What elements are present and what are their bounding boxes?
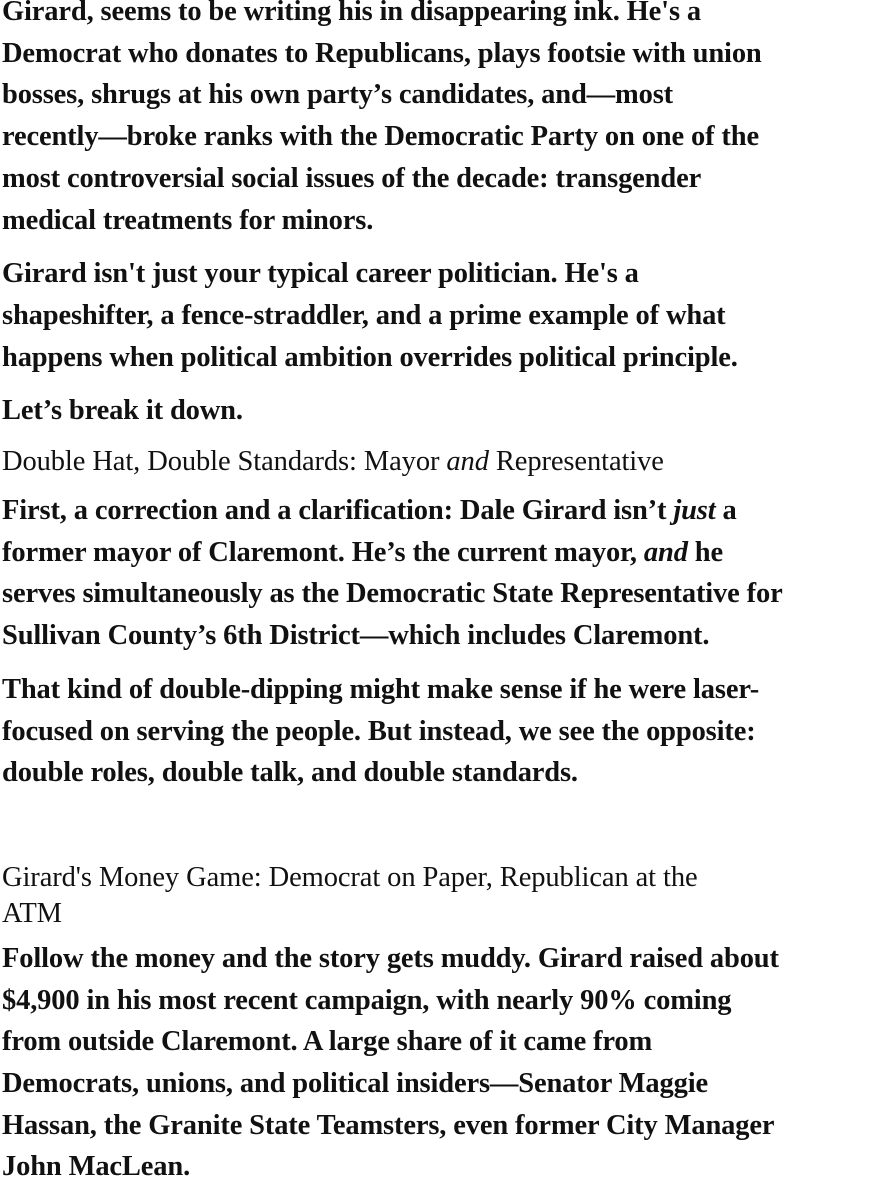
text-line: Hassan, the Granite State Teamsters, even former City Manager [2, 1109, 775, 1141]
text-line: Sullivan County’s 6th District—which includes Claremont. [2, 620, 710, 652]
text-line: medical treatments for minors. [2, 204, 374, 236]
text-line: $4,900 in his most recent campaign, with nearly 90% coming [2, 984, 732, 1016]
paragraph-break-it-down [2, 390, 880, 432]
paragraph-correction [2, 490, 880, 657]
text-span: he [687, 536, 723, 568]
text-span: First, a correction and a clarification: Dale Girard isn’t [2, 495, 674, 527]
text-line: happens when political ambition overrides political principle. [2, 341, 738, 373]
text-line: Democrats, unions, and political insiders—Senator Maggie [2, 1068, 708, 1100]
heading-text: Girard's Money Game: Democrat on Paper, Republican at the [2, 861, 698, 893]
text-line: bosses, shrugs at his own party’s candidates, and—most [2, 79, 674, 111]
text-line: Follow the money and the story gets muddy. Girard raised about [2, 942, 779, 974]
text-line: double roles, double talk, and double standards. [2, 757, 578, 789]
heading-text: ATM [2, 897, 62, 929]
section-heading-double-hat [2, 444, 880, 480]
text-line: John MacLean. [2, 1151, 191, 1183]
emphasis-and: and [643, 536, 688, 568]
heading-text: Representative [488, 446, 664, 478]
paragraph-career-politician [2, 253, 880, 378]
text-line: serves simultaneously as the Democratic State Representative for [2, 578, 783, 610]
article-body [2, 0, 880, 1188]
emphasis-just: just [673, 495, 716, 527]
text-line: focused on serving the people. But instead, we see the opposite: [2, 715, 756, 747]
text-line: shapeshifter, a fence-straddler, and a prime example of what [2, 299, 726, 331]
text-line: Democrat who donates to Republicans, plays footsie with union [2, 37, 762, 69]
text-line: Girard, seems to be writing his in disappearing ink. He's a [2, 0, 701, 27]
text-line: Girard isn't just your typical career politician. He's a [2, 258, 639, 290]
paragraph-girard-intro [2, 0, 880, 241]
paragraph-double-dipping [2, 669, 880, 794]
paragraph-follow-the-money [2, 938, 880, 1188]
text-span: former mayor of Claremont. He’s the current mayor, [2, 536, 644, 568]
text-line: from outside Claremont. A large share of it came from [2, 1026, 653, 1058]
text-span: a [715, 495, 737, 527]
text-line [2, 490, 880, 532]
heading-emphasis: and [446, 446, 489, 478]
heading-text: Double Hat, Double Standards: Mayor [2, 446, 447, 478]
text-line: most controversial social issues of the decade: transgender [2, 162, 702, 194]
text-line [2, 532, 880, 574]
section-heading-money-game [2, 860, 880, 932]
text-line: Let’s break it down. [2, 395, 243, 427]
text-line: recently—broke ranks with the Democratic Party on one of the [2, 121, 759, 153]
text-line: That kind of double-dipping might make sense if he were laser- [2, 673, 760, 705]
